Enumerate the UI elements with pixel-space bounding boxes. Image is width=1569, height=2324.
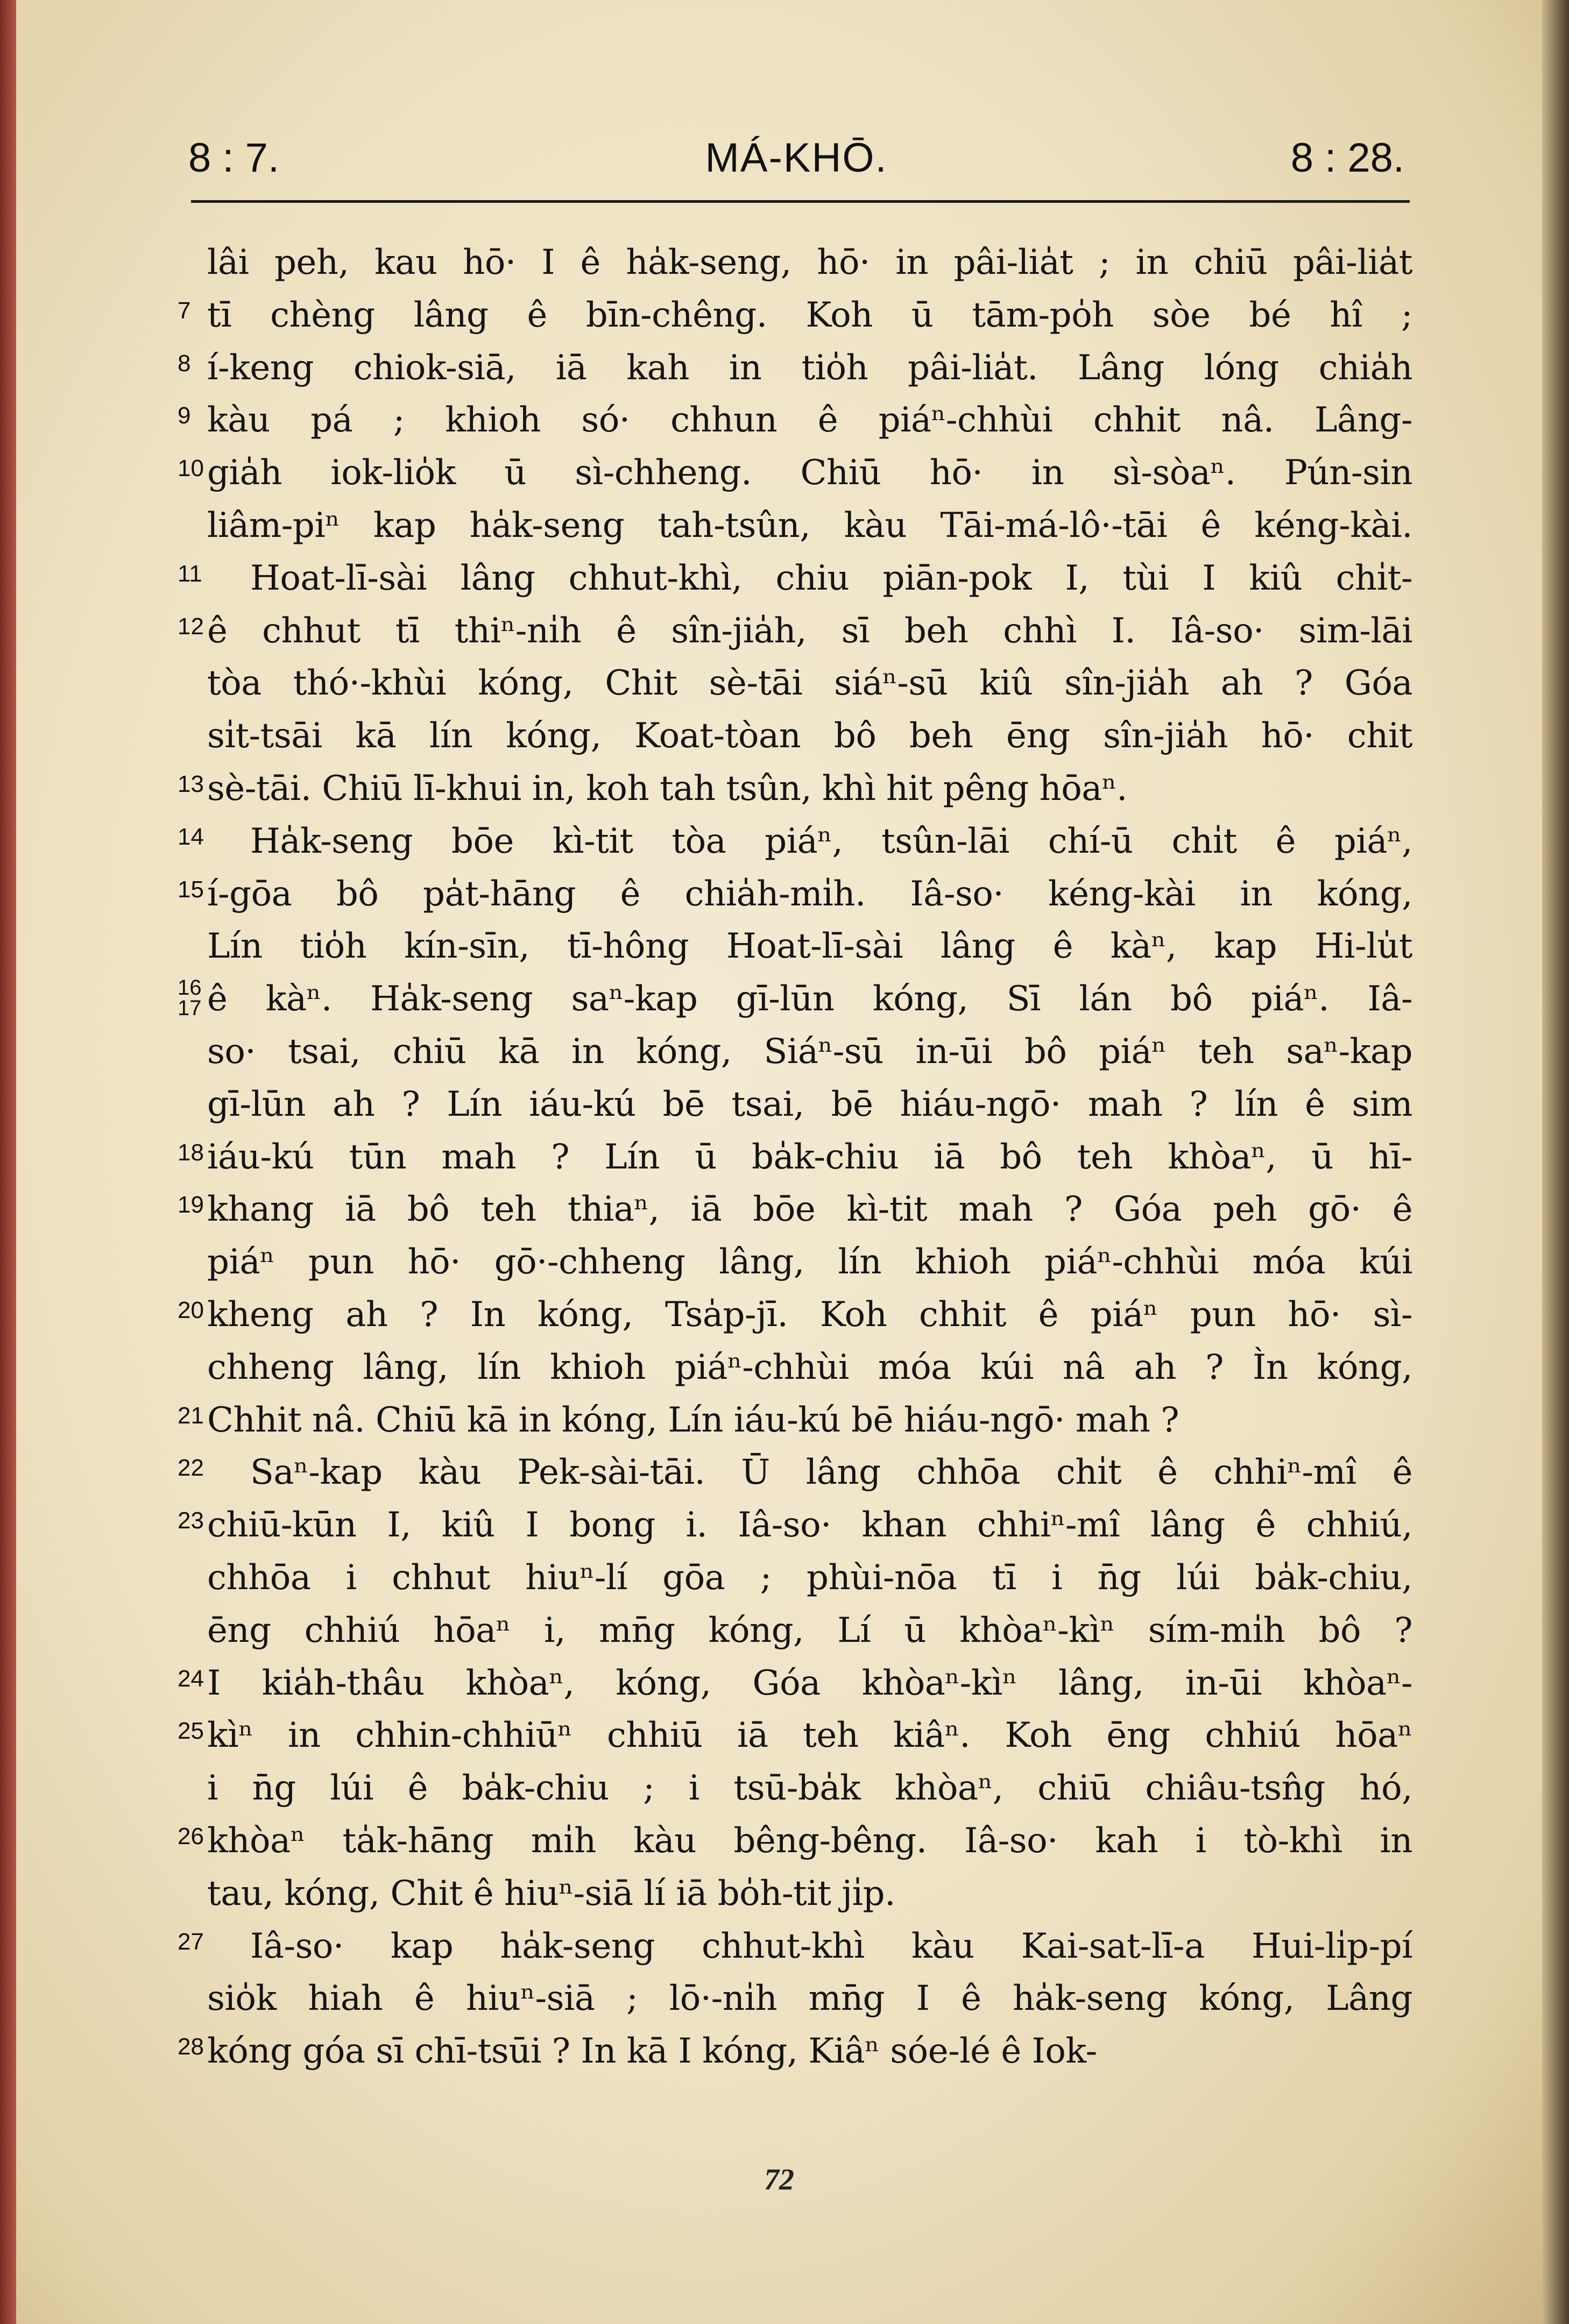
verse-number: 18 — [178, 1139, 204, 1166]
line-text: tòa thó·-khùi kóng, Chit sè-tāi siáⁿ-sū kiû sîn-jia̍h ah ? Góa — [207, 663, 1412, 704]
text-line — [178, 1499, 1412, 1552]
verse-number: 26 — [178, 1823, 204, 1850]
book-page — [16, 0, 1542, 2324]
verse-number: 19 — [178, 1192, 204, 1218]
text-line — [178, 342, 1412, 395]
text-line — [207, 1079, 1412, 1131]
line-text: í-gōa bô pa̍t-hāng ê chia̍h-mi̍h. Iâ-so· kéng-kài in kóng, — [207, 874, 1412, 914]
header-rule — [191, 200, 1410, 203]
text-body — [178, 237, 1412, 2078]
verse-number: 23 — [178, 1507, 204, 1534]
verse-number: 16 17 — [178, 976, 202, 1021]
line-text: khang iā bô teh thiaⁿ, iā bōe kì-tit mah ? Góa peh gō· ê — [207, 1189, 1412, 1230]
verse-number: 9 — [178, 402, 191, 429]
verse-number: 7 — [178, 297, 191, 324]
line-text: si̍t-tsāi kā lín kóng, Koat-tòan bô beh ēng sîn-jia̍h hō· chit — [207, 716, 1412, 756]
verse-number: 28 — [178, 2034, 204, 2060]
line-text: so· tsai, chiū kā in kóng, Siáⁿ-sū in-ūi bô piáⁿ teh saⁿ-kap — [207, 1031, 1412, 1072]
line-text: kóng góa sī chī-tsūi ? In kā I kóng, Kiâⁿ sóe-lé ê Iok- — [207, 2031, 1097, 2072]
line-text: kàu pá ; khioh só· chhun ê piáⁿ-chhùi chhit nâ. Lâng- — [207, 400, 1412, 441]
line-text: chhōa i chhut hiuⁿ-lí gōa ; phùi-nōa tī i n̄g lúi ba̍k-chiu, — [207, 1557, 1412, 1598]
text-line — [178, 1815, 1412, 1868]
verse-number: 15 — [178, 876, 204, 903]
text-line — [178, 973, 1412, 1026]
line-text: ēng chhiú hōaⁿ i, mn̄g kóng, Lí ū khòaⁿ-kìⁿ sím-mi̍h bô ? — [207, 1610, 1412, 1650]
line-text: sio̍k hiah ê hiuⁿ-siā ; lō·-ni̍h mn̄g I ê ha̍k-seng kóng, Lâng — [207, 1979, 1412, 2019]
line-text: liâm-piⁿ kap ha̍k-seng tah-tsûn, kàu Tāi-má-lô·-tāi ê kéng-kài. — [207, 505, 1412, 545]
text-line — [207, 710, 1412, 763]
line-text: Chhit nâ. Chiū kā in kóng, Lín iáu-kú bē hiáu-ngō· mah ? — [207, 1400, 1179, 1440]
text-line — [178, 1289, 1412, 1342]
text-line — [178, 289, 1412, 342]
line-text: tī chèng lâng ê bīn-chêng. Koh ū tām-po̍h sòe bé hî ; — [207, 295, 1412, 335]
verse-number: 27 — [178, 1928, 204, 1955]
verse-number: 20 — [178, 1296, 204, 1323]
verse-number: 14 — [178, 823, 204, 850]
header-book-title: MÁ-KHŌ. — [705, 135, 888, 181]
header-chapter-verse-end: 8 : 28. — [1290, 135, 1404, 181]
line-text: ê kàⁿ. Ha̍k-seng saⁿ-kap gī-lūn kóng, Sī lán bô piáⁿ. Iâ- — [207, 979, 1412, 1019]
text-line — [178, 763, 1412, 816]
book-edge-left — [0, 0, 16, 2324]
text-line — [207, 657, 1412, 710]
line-text: gī-lūn ah ? Lín iáu-kú bē tsai, bē hiáu-ngō· mah ? lín ê sim — [207, 1084, 1412, 1124]
verse-number: 10 — [178, 455, 204, 482]
verse-number: 13 — [178, 770, 204, 797]
line-text: sè-tāi. Chiū lī-khui in, koh tah tsûn, khì hit pêng hōaⁿ. — [207, 768, 1127, 809]
line-text: iáu-kú tūn mah ? Lín ū ba̍k-chiu iā bô teh khòaⁿ, ū hī- — [207, 1137, 1412, 1177]
text-line — [207, 500, 1412, 552]
book-edge-right — [1542, 0, 1569, 2324]
line-text: í-keng chiok-siā, iā kah in tio̍h pâi-lia̍t. Lâng lóng chia̍h — [207, 348, 1412, 388]
verse-number: 21 — [178, 1402, 204, 1429]
text-line — [207, 1605, 1412, 1657]
text-line — [178, 816, 1412, 868]
line-text: Ha̍k-seng bōe kì-tit tòa piáⁿ, tsûn-lāi chí-ū chi̍t ê piáⁿ, — [250, 821, 1412, 861]
line-text: kheng ah ? In kóng, Tsa̍p-jī. Koh chhit ê piáⁿ pun hō· sì- — [207, 1294, 1412, 1335]
text-line — [178, 1710, 1412, 1762]
line-text: Hoat-lī-sài lâng chhut-khì, chiu piān-pok I, tùi I kiû chi̍t- — [250, 558, 1412, 598]
line-text: kìⁿ in chhin-chhiūⁿ chhiū iā teh kiâⁿ. Koh ēng chhiú hōaⁿ — [207, 1716, 1412, 1756]
verse-number: 22 — [178, 1455, 204, 1482]
line-text: lâi peh, kau hō· I ê ha̍k-seng, hō· in pâi-lia̍t ; in chiū pâi-lia̍t — [207, 243, 1412, 282]
verse-number: 8 — [178, 350, 191, 377]
text-line — [178, 1447, 1412, 1499]
verse-number: 11 — [178, 560, 202, 587]
header-chapter-verse-start: 8 : 7. — [188, 135, 279, 181]
running-header — [188, 134, 1404, 194]
text-line — [207, 1552, 1412, 1605]
line-text: I kia̍h-thâu khòaⁿ, kóng, Góa khòaⁿ-kìⁿ lâng, in-ūi khòaⁿ- — [207, 1663, 1412, 1703]
text-line — [207, 1342, 1412, 1394]
line-text: Lín tio̍h kín-sīn, tī-hông Hoat-lī-sài lâng ê kàⁿ, kap Hi-lu̍t — [207, 926, 1412, 967]
text-line — [178, 1657, 1412, 1710]
verse-number: 25 — [178, 1718, 204, 1745]
text-line — [178, 2025, 1412, 2078]
line-text: tau, kóng, Chit ê hiuⁿ-siā lí iā bo̍h-tit ji̍p. — [207, 1873, 895, 1914]
text-line — [178, 605, 1412, 658]
text-line — [178, 1394, 1412, 1447]
text-line — [178, 552, 1412, 605]
text-line — [207, 1026, 1412, 1079]
text-line — [178, 447, 1412, 500]
line-text: i n̄g lúi ê ba̍k-chiu ; i tsū-ba̍k khòaⁿ, chiū chiâu-tsn̂g hó, — [207, 1768, 1412, 1809]
text-line — [207, 1236, 1412, 1289]
text-line — [178, 868, 1412, 921]
line-text: chiū-kūn I, kiû I bong i. Iâ-so· khan chhiⁿ-mî lâng ê chhiú, — [207, 1505, 1412, 1546]
text-line — [207, 1868, 1412, 1921]
line-text: Saⁿ-kap kàu Pek-sài-tāi. Ū lâng chhōa chi̍t ê chhiⁿ-mî ê — [250, 1452, 1412, 1493]
text-line — [178, 1131, 1412, 1184]
line-text: chheng lâng, lín khioh piáⁿ-chhùi móa kúi nâ ah ? Ìn kóng, — [207, 1347, 1412, 1387]
text-line — [207, 1762, 1412, 1815]
text-line — [207, 1973, 1412, 2025]
line-text: gia̍h iok-lio̍k ū sì-chheng. Chiū hō· in sì-sòaⁿ. Pún-sin — [207, 453, 1412, 493]
text-line — [207, 920, 1412, 973]
line-text: piáⁿ pun hō· gō·-chheng lâng, lín khioh piáⁿ-chhùi móa kúi — [207, 1242, 1412, 1283]
text-line — [178, 394, 1412, 447]
verse-number: 24 — [178, 1665, 204, 1692]
line-text: Iâ-so· kap ha̍k-seng chhut-khì kàu Kai-sat-lī-a Hui-li̍p-pí — [250, 1926, 1412, 1966]
text-line — [178, 1184, 1412, 1236]
text-line — [178, 1921, 1412, 1973]
text-line — [207, 237, 1412, 289]
line-text: ê chhut tī thiⁿ-ni̍h ê sîn-jia̍h, sī beh chhì I. Iâ-so· sim-lāi — [207, 611, 1412, 651]
verse-number: 12 — [178, 613, 204, 640]
line-text: khòaⁿ ta̍k-hāng mi̍h kàu bêng-bêng. Iâ-so· kah i tò-khì in — [207, 1820, 1412, 1861]
page-number: 72 — [764, 2163, 794, 2197]
